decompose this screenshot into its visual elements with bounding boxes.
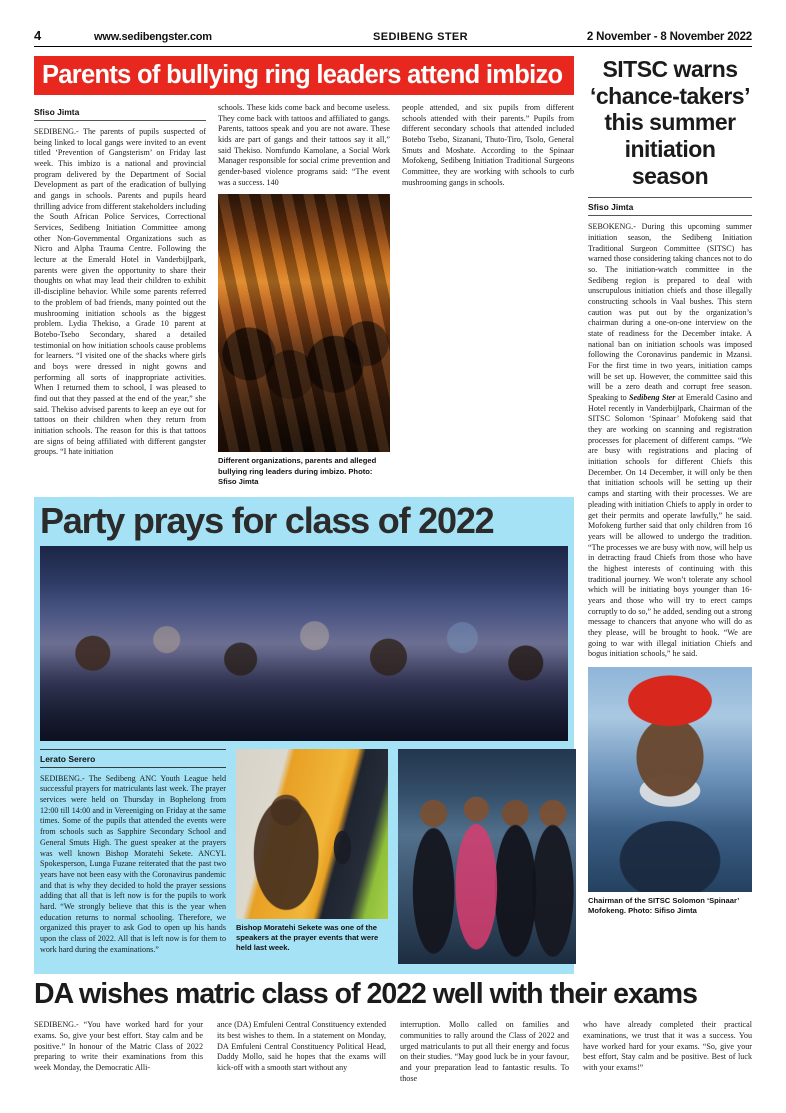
website-url: www.sedibengster.com: [94, 31, 212, 43]
sidebar-story-brand-mention: Sedibeng Ster: [629, 393, 676, 403]
party-story-headline: Party prays for class of 2022: [34, 497, 574, 546]
da-story-text-3: interruption. Mollo called on families and communities to rally around the Class of 2022 and urged matriculants to put all their energy and focus on their studies. “May good luck be in your favour, and your preparation lead to fantastic results. To those: [400, 1020, 569, 1083]
party-story: [34, 497, 574, 974]
party-story-lower: [34, 741, 574, 974]
lead-story-headline: Parents of bullying ring leaders attend imbizo: [34, 56, 574, 95]
imbizo-photo-caption: Different organizations, parents and alleged bullying ring leaders during imbizo. Photo: Sfiso Jimta: [218, 456, 377, 486]
sidebar-story-byline: Sfiso Jimta: [588, 197, 752, 216]
page-number: 4: [34, 28, 42, 43]
lead-story-text-1: SEDIBENG.- The parents of pupils suspected of being linked to local gangs were invited to an event titled ‘Prevention of Gangsterism’ on Friday last week. This imbizo is a national and provincial program delivered by the Department of Social Development as part of the eradication of bullying and gangs in schools. Parents and pupils heard thrilling advice from different stakeholders including the South African Police Services, Correctional Services, Sedibeng Initiation Committee among other Non-Governmental Organizations such as Nicro and Alpha Trauma Centre. Following the lecture at the Emerald Hotel in Vanderbijlpark, parents were given the opportunity to share their thoughts on what may lead their children to exhibit ill-discipline behavior. While some parents referred to the problem of bad friends, many pointed out the mushrooming initiation schools as the biggest problem. Lydia Thekiso, a Grade 10 parent at Botebo-Tsebo Secondary, shared a detailed testimonial on how initiation schools cause problems for learners. “I visited one of the shacks where girls and boys were dressed in night gowns and performing all sorts of inappropriate activities. When I returned them to school, I was pleased to find out that they passed at the end of the year,” she said. Thekiso advised parents to keep an eye out for tattoos on their children when they return from initiation schools. The reason for this is that tattoos are signs of being affiliated with different gangster groups. “I hate initiation: [34, 127, 206, 457]
group-photo: [398, 749, 576, 964]
bishop-photo-caption: Bishop Moratehi Sekete was one of the speakers at the prayer events that were held last week.: [236, 922, 379, 953]
bishop-photo-block: [236, 749, 388, 964]
da-story-text-1: SEDIBENG.- “You have worked hard for your exams. So, give your best effort. Stay calm and be positive.” In honour of the Matric Class of 2022 preparing to write their examinations from this week Monday, the Democratic Alli-: [34, 1020, 203, 1073]
group-photo-block: [398, 749, 576, 964]
lead-story-byline: Sfiso Jimta: [34, 103, 206, 121]
sidebar-story-text-part1: SEBOKENG.- During this upcoming summer initiation season, the Sedibeng Initiation Traditional Surgeon Committee (SITSC) has warned those considering taking chances not to do so. The initiation-watch committee in the Sedibeng region is prepared to deal with unscrupulous initiation chiefs and those illegally constructing schools in Vaal bushes. This stern caution was put out by the organization’s chairman during a one-on-one interview on the state of readiness for the December intake. A national ban on initiation schools was imposed following the Coronavirus pandemic in Mzansi. For the first time in two years, initiation camps will be set up. However, the committee said this will be a zero death and corrupt free season. Speaking to: [588, 222, 752, 403]
issue-date-range: 2 November - 8 November 2022: [586, 31, 752, 43]
sidebar-story-text-part2: at Emerald Casino and Hotel recently in Vanderbijlpark, Chairman of the SITSC Solomon ‘Spinaar’ Mofokeng said that they are working on scanning and registration processes for placement of different camps. “We are busy with registrations and placing of initiation schools for different Chiefs this December. On 14 December, it will only be then that initiation schools will be setting up their camps and starting with their processes. We are pleading with initiation Chiefs to apply in order to get their permits and operate lawfully,” he said. Mofokeng further said that only children from 16 years will be allowed to undergo the tradition. “The processes we are busy with now, will help us in detracting fraud Chiefs from those who have the highest interests of continuing with this traditional journey. We won’t tolerate any school which will be initiating boys younger than 16-years and those who will try to erect camps corruptly to do so,” he added, sending out a strong message to chancers that anyone who will do as they please, will be brought to hook. “We are going to war with illegal initiation Chiefs and bogus initiation schools,” he said.: [588, 393, 752, 659]
sidebar-story-headline: SITSC warns ‘chance-takers’ this summer initiation season: [590, 56, 750, 189]
da-story-text-4: who have already completed their practical examinations, we trust that it was a success. You have worked hard for your exams. “So, give your best effort, Stay calm and be positive. Best of luck with your exams!”: [583, 1020, 752, 1073]
party-story-column-text: [40, 749, 226, 964]
lead-story-column-1: [34, 103, 206, 487]
party-story-text: SEDIBENG.- The Sedibeng ANC Youth League held successful prayers for matriculants last week. The prayer services were held on Thursday in Bophelong from 12:00 till 14:00 and in Vereeniging on Friday at the same times. Some of the pupils that attended the events were from schools such as Sapphire Secondary School and General Smuts High. The guest speaker at the prayers was well known Bishop Moratehi Sekete. ANCYL Spokesperson, Lunga Fuzane reiterated that the past two years have not been easy with the Coronavirus pandemic and that is why they decided to hold the prayer sessions adding that all that is left now is for the pupils to work hard. “We strongly believe that this is the year when education returns to normal schooling. Therefore, we organized this prayer to ask God to open up his hands upon the class of 2022. All that is left now is for them to work hard during the examinations.”: [40, 773, 226, 954]
lead-story-text-3: people attended, and six pupils from different schools attended with their parents.” Pupils from different secondary schools that attended included Botebo Tsebo, Sizanani, Thuto-Tiro, Tsolo, General Smuts and Moshate. According to the Spinaar Mofokeng, Sedibeng Initiation Traditional Surgeons Committee, they are working with schools to curb mushrooming gangs in schools.: [402, 103, 574, 187]
sidebar-story-text: [588, 222, 752, 660]
lead-story-column-2: [218, 103, 390, 487]
da-story: [34, 965, 752, 1084]
prayer-service-photo: [40, 546, 568, 741]
party-story-byline: Lerato Serero: [40, 749, 226, 768]
masthead: [34, 28, 752, 47]
da-story-columns: [34, 1020, 752, 1084]
bishop-photo: [236, 749, 388, 919]
chairman-photo-caption: Chairman of the SITSC Solomon ‘Spinaar’ Mofokeng. Photo: Sifiso Jimta: [588, 895, 739, 916]
imbizo-photo: [218, 194, 390, 452]
da-story-headline: DA wishes matric class of 2022 well with their exams: [34, 978, 697, 1010]
da-story-text-2: ance (DA) Emfuleni Central Constituency extended its best wishes to them. In a statement on Monday, DA Emfuleni Central Constituency Political Head, Daddy Mollo, said he hopes that the exams will kick-off with a smooth start without any: [217, 1020, 386, 1073]
chairman-photo: [588, 667, 752, 892]
sidebar-story: [584, 56, 752, 916]
lead-story-text-2: schools. These kids come back and become useless. They come back with tattoos and affiliated to gangs. Parents, tattoos speak and you are not aware. These kids are part of gangs and their tattoos say it all,” said Thekiso. Nomfundo Kamolane, a Social Work Manager responsible for social crime prevention and gender-based violence programs said: “The event was a success. 140: [218, 103, 390, 187]
paper-name: SEDIBENG STER: [372, 31, 469, 43]
lead-story-column-3: [402, 103, 574, 487]
